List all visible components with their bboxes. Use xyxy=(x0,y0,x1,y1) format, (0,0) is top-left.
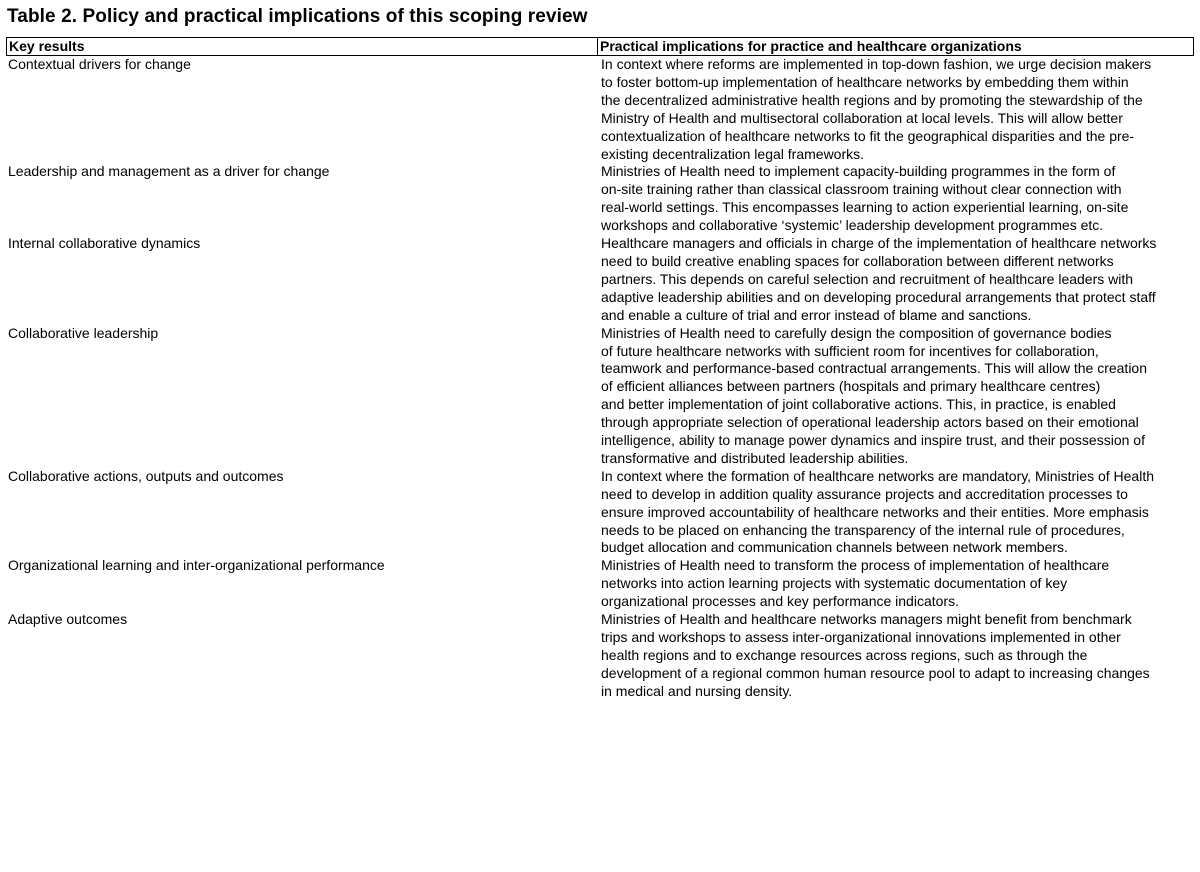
implication-text-line: the decentralized administrative health regions and by promoting the stewardship of the xyxy=(601,91,1143,108)
table-row xyxy=(6,235,1194,325)
implication-text-line: need to develop in addition quality assurance projects and accreditation processes to xyxy=(601,485,1128,502)
table-row xyxy=(6,163,1194,235)
implication-text-line: Ministries of Health need to implement capacity-building programmes in the form of xyxy=(601,163,1116,180)
implication-text-line: on-site training rather than classical classroom training without clear connection with xyxy=(601,181,1122,198)
implication-text-line: through appropriate selection of operational leadership actors based on their emotional xyxy=(601,414,1139,431)
implication-text-line: Ministries of Health need to carefully design the composition of governance bodies xyxy=(601,324,1112,341)
implication-text-line: organizational processes and key performance indicators. xyxy=(601,593,959,610)
implication-cell xyxy=(598,468,1194,558)
implication-text-line: development of a regional common human resource pool to adapt to increasing changes xyxy=(601,664,1150,681)
implication-cell xyxy=(598,557,1194,611)
implication-text-line: Ministries of Health need to transform the process of implementation of healthcare xyxy=(601,557,1110,574)
table-row xyxy=(6,468,1194,558)
implication-text-line: networks into action learning projects with systematic documentation of key xyxy=(601,575,1068,592)
implication-text-line: real-world settings. This encompasses learning to action experiential learning, on-site xyxy=(601,199,1129,216)
implication-text-line: teamwork and performance-based contractual arrangements. This will allow the creation xyxy=(601,360,1148,377)
implication-text-line: to foster bottom-up implementation of healthcare networks by embedding them within xyxy=(601,73,1129,90)
implication-text-line: ensure improved accountability of healthcare networks and their entities. More emphasis xyxy=(601,503,1149,520)
implication-text-line: in medical and nursing density. xyxy=(601,682,793,699)
implication-text-line: need to build creative enabling spaces for collaboration between different networks xyxy=(601,252,1114,269)
key-result-cell: Collaborative actions, outputs and outcomes xyxy=(8,467,284,484)
implication-text-line: In context where reforms are implemented in top-down fashion, we urge decision makers xyxy=(601,56,1152,72)
key-result-cell: Leadership and management as a driver for change xyxy=(8,163,330,180)
implications-table xyxy=(6,37,1194,701)
implication-text-line: intelligence, ability to manage power dynamics and inspire trust, and their possession of xyxy=(601,432,1145,449)
table-row xyxy=(6,557,1194,611)
key-result-cell: Organizational learning and inter-organizational performance xyxy=(8,557,385,574)
key-result-cell: Contextual drivers for change xyxy=(8,56,191,72)
table-row xyxy=(6,56,1194,163)
implication-text-line: Healthcare managers and officials in charge of the implementation of healthcare networks xyxy=(601,235,1157,252)
table-row xyxy=(6,325,1194,468)
implication-cell xyxy=(598,163,1194,235)
implication-text-line: existing decentralization legal frameworks. xyxy=(601,145,865,162)
header-practical-implications: Practical implications for practice and healthcare organizations xyxy=(600,38,1022,54)
implication-cell xyxy=(598,56,1194,163)
implication-text-line: of future healthcare networks with sufficient room for incentives for collaboration, xyxy=(601,342,1099,359)
implication-cell xyxy=(598,611,1194,701)
implication-text-line: needs to be placed on enhancing the transparency of the internal rule of procedures, xyxy=(601,521,1125,538)
implication-text-line: and enable a culture of trial and error instead of blame and sanctions. xyxy=(601,306,1032,323)
key-result-cell: Collaborative leadership xyxy=(8,324,159,341)
implication-text-line: workshops and collaborative ‘systemic’ leadership development programmes etc. xyxy=(601,217,1104,234)
table-header-row xyxy=(6,37,1194,56)
implication-text-line: adaptive leadership abilities and on developing procedural arrangements that protect staff xyxy=(601,288,1156,305)
key-result-cell: Adaptive outcomes xyxy=(8,611,128,628)
implication-text-line: Ministry of Health and multisectoral collaboration at local levels. This will allow better xyxy=(601,109,1123,126)
implication-cell xyxy=(598,325,1194,468)
implication-text-line: Ministries of Health and healthcare networks managers might benefit from benchmark xyxy=(601,611,1132,628)
implication-text-line: In context where the formation of healthcare networks are mandatory, Ministries of Health xyxy=(601,467,1155,484)
implication-text-line: and better implementation of joint collaborative actions. This, in practice, is enabled xyxy=(601,396,1116,413)
implication-text-line: of efficient alliances between partners (hospitals and primary healthcare centres) xyxy=(601,378,1101,395)
implication-text-line: contextualization of healthcare networks to fit the geographical disparities and the pre- xyxy=(601,127,1135,144)
table-row xyxy=(6,611,1194,701)
key-result-cell: Internal collaborative dynamics xyxy=(8,235,201,252)
table-body xyxy=(6,56,1194,701)
implication-text-line: budget allocation and communication channels between network members. xyxy=(601,539,1068,556)
header-key-results: Key results xyxy=(7,38,598,55)
implication-text-line: trips and workshops to assess inter-organizational innovations implemented in other xyxy=(601,629,1121,645)
implication-text-line: partners. This depends on careful selection and recruitment of healthcare leaders with xyxy=(601,270,1134,287)
implication-text-line: transformative and distributed leadership abilities. xyxy=(601,449,909,466)
implication-cell xyxy=(598,235,1194,325)
table-title: Table 2. Policy and practical implications of this scoping review xyxy=(7,6,588,27)
implication-text-line: health regions and to exchange resources across regions, such as through the xyxy=(601,646,1088,663)
